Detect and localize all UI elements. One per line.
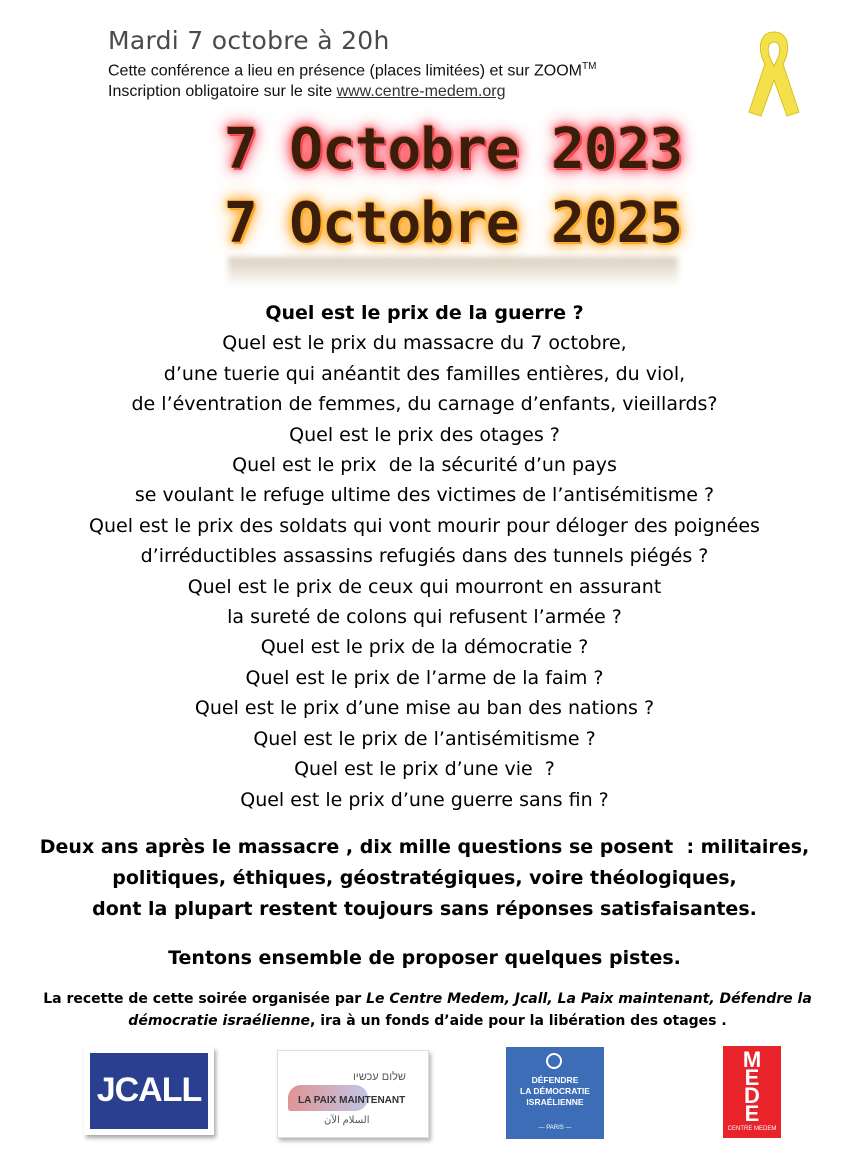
organizers: Le Centre Medem, Jcall, La Paix maintenant, Défendre la démocratie israélienne — [128, 991, 812, 1029]
summary-line: politiques, éthiques, géostratégiques, voire théologiques, — [112, 867, 737, 889]
site-link[interactable]: www.centre-medem.org — [336, 83, 506, 101]
yellow-ribbon-icon — [735, 24, 813, 124]
registration-info: Inscription obligatoire sur le site www.centre-medem.org — [108, 83, 506, 101]
event-header — [108, 26, 708, 102]
poem-line: la sureté de colons qui refusent l’armée ? — [227, 606, 622, 629]
poem-line: Quel est le prix de l’arme de la faim ? — [245, 666, 604, 689]
poem-line: Quel est le prix de la démocratie ? — [260, 636, 589, 659]
poem-line: de l’éventration de femmes, du carnage d’enfants, vieillards? — [131, 393, 718, 416]
poem-line: d’une tuerie qui anéantit des familles entières, du viol, — [163, 362, 686, 385]
trademark-sup: TM — [581, 61, 597, 72]
la-paix-maintenant-logo: שלום עכשיו LA PAIX MAINTENANT السلام الآن — [277, 1050, 429, 1138]
jcall-logo: JCALL — [84, 1047, 214, 1135]
poem-line: Quel est le prix des soldats qui vont mourir pour déloger des poignées — [89, 514, 760, 537]
poem-line: Quel est le prix du massacre du 7 octobre, — [222, 332, 627, 355]
poem-line: d’irréductibles assassins refugiés dans des tunnels piégés ? — [140, 545, 709, 568]
event-date: Mardi 7 octobre à 20h — [108, 26, 390, 55]
defendre-democratie-logo: DÉFENDRE LA DÉMOCRATIE ISRAÉLIENNE — PARIS — — [506, 1047, 604, 1139]
banner-title-2023: 7 Octobre 2023 — [223, 117, 682, 182]
attendance-info: Cette conférence a lieu en présence (places limitées) et sur ZOOM™ — [108, 61, 597, 80]
poem-line: Quel est le prix des otages ? — [289, 423, 560, 446]
summary-line: dont la plupart restent toujours sans réponses satisfaisantes. — [92, 898, 757, 920]
poem-line: Quel est le prix d’une mise au ban des nations ? — [194, 697, 655, 720]
poem-line: Quel est le prix de la sécurité d’un pays — [232, 454, 617, 477]
ddi-emblem-icon — [546, 1053, 562, 1069]
poem-line: Quel est le prix de l’antisémitisme ? — [253, 727, 596, 750]
medem-logo: M E D E CENTRE MEDEM — [723, 1046, 781, 1138]
poem-lead: Quel est le prix de la guerre ? — [265, 302, 584, 324]
poem-line: Quel est le prix d’une vie ? — [294, 758, 555, 781]
summary-paragraph — [0, 832, 849, 925]
banner-reflection — [228, 257, 678, 287]
proceeds-note: La recette de cette soirée organisée par Le Centre Medem, Jcall, La Paix maintenant, Défendre la démocratie israélienne, ira à un fonds d’aide pour la libération des otages . — [43, 991, 812, 1029]
title-banner — [188, 112, 718, 290]
summary-line: Deux ans après le massacre , dix mille questions se posent : militaires, — [39, 836, 810, 858]
questions-text — [0, 298, 849, 815]
poem-line: se voulant le refuge ultime des victimes de l’antisémitisme ? — [134, 484, 715, 507]
call-to-action: Tentons ensemble de proposer quelques pistes. — [168, 947, 681, 969]
poem-line: Quel est le prix d’une guerre sans fin ? — [240, 788, 609, 811]
banner-title-2025: 7 Octobre 2025 — [223, 191, 682, 256]
poem-line: Quel est le prix de ceux qui mourront en assurant — [187, 575, 662, 598]
